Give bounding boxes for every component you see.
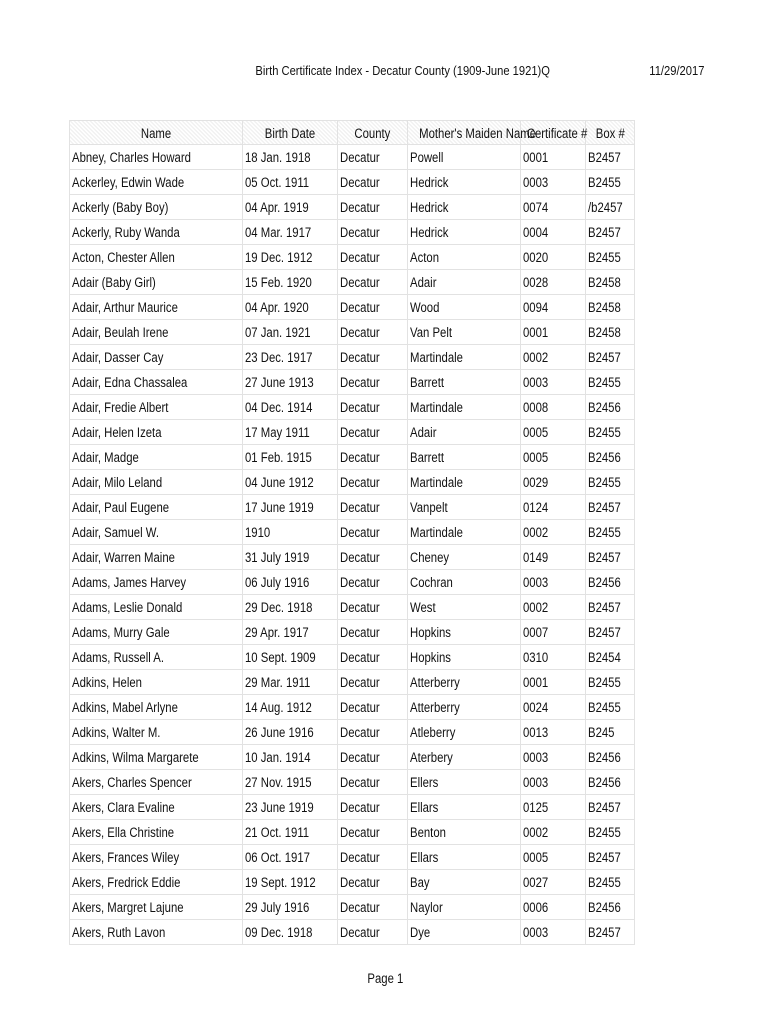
birth-date-cell: 29 Apr. 1917 [243, 620, 338, 644]
mothers-maiden-name-cell: Cochran [408, 570, 521, 594]
certificate-number-cell: 0149 [521, 545, 586, 569]
name-cell: Adair, Arthur Maurice [69, 295, 243, 319]
mothers-maiden-name-cell: Hedrick [408, 195, 521, 219]
certificate-number-cell: 0001 [521, 320, 586, 344]
birth-date-cell: 01 Feb. 1915 [243, 445, 338, 469]
box-number-cell: B2457 [586, 145, 635, 169]
birth-date-cell: 15 Feb. 1920 [243, 270, 338, 294]
certificate-number-cell: 0027 [521, 870, 586, 894]
birth-date-cell: 04 Dec. 1914 [243, 395, 338, 419]
table-row [69, 895, 635, 920]
birth-date-cell: 14 Aug. 1912 [243, 695, 338, 719]
certificate-number-cell: 0001 [521, 670, 586, 694]
name-cell: Adair (Baby Girl) [69, 270, 243, 294]
county-cell: Decatur [338, 770, 408, 794]
box-number-cell: B2457 [586, 595, 635, 619]
box-number-cell: /b2457 [586, 195, 635, 219]
box-number-cell: B2455 [586, 670, 635, 694]
box-number-cell: B245 [586, 720, 635, 744]
certificate-number-cell: 0310 [521, 645, 586, 669]
birth-date-cell: 26 June 1916 [243, 720, 338, 744]
certificate-number-cell: 0004 [521, 220, 586, 244]
box-number-cell: B2456 [586, 395, 635, 419]
name-cell: Adams, Leslie Donald [69, 595, 243, 619]
mothers-maiden-name-cell: Atleberry [408, 720, 521, 744]
birth-date-cell: 04 Apr. 1920 [243, 295, 338, 319]
box-number-cell: B2457 [586, 845, 635, 869]
table-row [69, 170, 635, 195]
name-cell: Ackerly (Baby Boy) [69, 195, 243, 219]
certificate-number-cell: 0013 [521, 720, 586, 744]
mothers-maiden-name-cell: Barrett [408, 445, 521, 469]
county-cell: Decatur [338, 270, 408, 294]
county-cell: Decatur [338, 495, 408, 519]
mothers-maiden-name-cell: Van Pelt [408, 320, 521, 344]
mothers-maiden-name-cell: Hedrick [408, 170, 521, 194]
birth-date-cell: 19 Sept. 1912 [243, 870, 338, 894]
county-cell: Decatur [338, 595, 408, 619]
birth-date-cell: 18 Jan. 1918 [243, 145, 338, 169]
box-number-cell: B2455 [586, 245, 635, 269]
mothers-maiden-name-cell: West [408, 595, 521, 619]
table-row [69, 370, 635, 395]
certificate-number-cell: 0005 [521, 445, 586, 469]
mothers-maiden-name-cell: Martindale [408, 345, 521, 369]
mothers-maiden-name-cell: Ellars [408, 845, 521, 869]
box-number-cell: B2455 [586, 695, 635, 719]
county-cell: Decatur [338, 445, 408, 469]
box-number-cell: B2455 [586, 870, 635, 894]
name-cell: Akers, Ruth Lavon [69, 920, 243, 944]
certificate-number-cell: 0094 [521, 295, 586, 319]
name-cell: Akers, Charles Spencer [69, 770, 243, 794]
county-cell: Decatur [338, 670, 408, 694]
certificate-number-cell: 0006 [521, 895, 586, 919]
birth-date-cell: 23 June 1919 [243, 795, 338, 819]
certificate-number-cell: 0002 [521, 820, 586, 844]
document-date: 11/29/2017 [649, 63, 705, 78]
certificate-number-cell: 0124 [521, 495, 586, 519]
mothers-maiden-name-cell: Powell [408, 145, 521, 169]
birth-date-cell: 06 Oct. 1917 [243, 845, 338, 869]
birth-date-cell: 27 Nov. 1915 [243, 770, 338, 794]
certificate-number-cell: 0007 [521, 620, 586, 644]
birth-date-cell: 07 Jan. 1921 [243, 320, 338, 344]
mothers-maiden-name-cell: Cheney [408, 545, 521, 569]
name-cell: Adair, Madge [69, 445, 243, 469]
table-row [69, 545, 635, 570]
table-row [69, 420, 635, 445]
birth-certificate-table [69, 120, 635, 945]
box-number-cell: B2455 [586, 170, 635, 194]
mothers-maiden-name-cell: Adair [408, 270, 521, 294]
table-row [69, 820, 635, 845]
name-cell: Abney, Charles Howard [69, 145, 243, 169]
name-cell: Adair, Paul Eugene [69, 495, 243, 519]
county-cell: Decatur [338, 720, 408, 744]
birth-date-cell: 19 Dec. 1912 [243, 245, 338, 269]
box-number-cell: B2458 [586, 295, 635, 319]
birth-date-cell: 1910 [243, 520, 338, 544]
county-cell: Decatur [338, 420, 408, 444]
box-number-cell: B2458 [586, 320, 635, 344]
table-row [69, 845, 635, 870]
county-cell: Decatur [338, 470, 408, 494]
county-cell: Decatur [338, 345, 408, 369]
mothers-maiden-name-cell: Dye [408, 920, 521, 944]
column-header-mothers-maiden-name: Mother's Maiden Name [408, 121, 521, 144]
certificate-number-cell: 0024 [521, 695, 586, 719]
box-number-cell: B2457 [586, 345, 635, 369]
table-row [69, 245, 635, 270]
county-cell: Decatur [338, 320, 408, 344]
table-row [69, 345, 635, 370]
certificate-number-cell: 0002 [521, 520, 586, 544]
mothers-maiden-name-cell: Martindale [408, 395, 521, 419]
county-cell: Decatur [338, 570, 408, 594]
name-cell: Akers, Clara Evaline [69, 795, 243, 819]
county-cell: Decatur [338, 145, 408, 169]
birth-date-cell: 29 Dec. 1918 [243, 595, 338, 619]
county-cell: Decatur [338, 895, 408, 919]
mothers-maiden-name-cell: Wood [408, 295, 521, 319]
table-body [69, 145, 635, 945]
name-cell: Adair, Warren Maine [69, 545, 243, 569]
box-number-cell: B2457 [586, 545, 635, 569]
table-row [69, 520, 635, 545]
table-row [69, 670, 635, 695]
county-cell: Decatur [338, 295, 408, 319]
certificate-number-cell: 0028 [521, 270, 586, 294]
table-row [69, 620, 635, 645]
certificate-number-cell: 0020 [521, 245, 586, 269]
box-number-cell: B2456 [586, 770, 635, 794]
mothers-maiden-name-cell: Bay [408, 870, 521, 894]
table-row [69, 295, 635, 320]
box-number-cell: B2457 [586, 920, 635, 944]
box-number-cell: B2457 [586, 620, 635, 644]
certificate-number-cell: 0005 [521, 845, 586, 869]
box-number-cell: B2457 [586, 220, 635, 244]
mothers-maiden-name-cell: Atterberry [408, 695, 521, 719]
birth-date-cell: 27 June 1913 [243, 370, 338, 394]
table-row [69, 195, 635, 220]
county-cell: Decatur [338, 745, 408, 769]
birth-date-cell: 06 July 1916 [243, 570, 338, 594]
mothers-maiden-name-cell: Barrett [408, 370, 521, 394]
birth-date-cell: 29 Mar. 1911 [243, 670, 338, 694]
name-cell: Adair, Edna Chassalea [69, 370, 243, 394]
table-row [69, 870, 635, 895]
box-number-cell: B2454 [586, 645, 635, 669]
certificate-number-cell: 0029 [521, 470, 586, 494]
table-row [69, 770, 635, 795]
name-cell: Adkins, Helen [69, 670, 243, 694]
box-number-cell: B2456 [586, 895, 635, 919]
name-cell: Adair, Beulah Irene [69, 320, 243, 344]
county-cell: Decatur [338, 845, 408, 869]
name-cell: Adams, Russell A. [69, 645, 243, 669]
box-number-cell: B2455 [586, 420, 635, 444]
name-cell: Akers, Frances Wiley [69, 845, 243, 869]
name-cell: Adair, Fredie Albert [69, 395, 243, 419]
mothers-maiden-name-cell: Ellers [408, 770, 521, 794]
name-cell: Adair, Dasser Cay [69, 345, 243, 369]
box-number-cell: B2456 [586, 445, 635, 469]
page-number: Page 1 [367, 971, 403, 986]
certificate-number-cell: 0008 [521, 395, 586, 419]
table-header-row [69, 120, 635, 145]
county-cell: Decatur [338, 220, 408, 244]
table-row [69, 220, 635, 245]
table-row [69, 395, 635, 420]
mothers-maiden-name-cell: Naylor [408, 895, 521, 919]
box-number-cell: B2455 [586, 470, 635, 494]
table-row [69, 720, 635, 745]
mothers-maiden-name-cell: Martindale [408, 470, 521, 494]
column-header-certificate-number: Certificate # [521, 121, 586, 144]
county-cell: Decatur [338, 820, 408, 844]
mothers-maiden-name-cell: Vanpelt [408, 495, 521, 519]
column-header-box-number: Box # [586, 121, 635, 144]
column-header-name: Name [69, 121, 243, 144]
birth-date-cell: 10 Sept. 1909 [243, 645, 338, 669]
mothers-maiden-name-cell: Atterberry [408, 670, 521, 694]
birth-date-cell: 29 July 1916 [243, 895, 338, 919]
certificate-number-cell: 0003 [521, 745, 586, 769]
name-cell: Akers, Ella Christine [69, 820, 243, 844]
certificate-number-cell: 0003 [521, 170, 586, 194]
column-header-birth-date: Birth Date [243, 121, 338, 144]
mothers-maiden-name-cell: Benton [408, 820, 521, 844]
certificate-number-cell: 0005 [521, 420, 586, 444]
mothers-maiden-name-cell: Martindale [408, 520, 521, 544]
certificate-number-cell: 0003 [521, 570, 586, 594]
birth-date-cell: 05 Oct. 1911 [243, 170, 338, 194]
mothers-maiden-name-cell: Acton [408, 245, 521, 269]
name-cell: Adair, Milo Leland [69, 470, 243, 494]
box-number-cell: B2455 [586, 820, 635, 844]
mothers-maiden-name-cell: Hopkins [408, 620, 521, 644]
county-cell: Decatur [338, 520, 408, 544]
name-cell: Acton, Chester Allen [69, 245, 243, 269]
mothers-maiden-name-cell: Hopkins [408, 645, 521, 669]
table-row [69, 270, 635, 295]
certificate-number-cell: 0125 [521, 795, 586, 819]
name-cell: Adkins, Mabel Arlyne [69, 695, 243, 719]
name-cell: Adair, Samuel W. [69, 520, 243, 544]
box-number-cell: B2458 [586, 270, 635, 294]
table-row [69, 920, 635, 945]
mothers-maiden-name-cell: Adair [408, 420, 521, 444]
county-cell: Decatur [338, 545, 408, 569]
name-cell: Adkins, Wilma Margarete [69, 745, 243, 769]
certificate-number-cell: 0002 [521, 345, 586, 369]
birth-date-cell: 21 Oct. 1911 [243, 820, 338, 844]
birth-date-cell: 23 Dec. 1917 [243, 345, 338, 369]
table-row [69, 645, 635, 670]
table-row [69, 495, 635, 520]
certificate-number-cell: 0003 [521, 920, 586, 944]
name-cell: Ackerly, Ruby Wanda [69, 220, 243, 244]
certificate-number-cell: 0001 [521, 145, 586, 169]
mothers-maiden-name-cell: Aterbery [408, 745, 521, 769]
county-cell: Decatur [338, 620, 408, 644]
county-cell: Decatur [338, 870, 408, 894]
table-row [69, 745, 635, 770]
page-footer [0, 971, 770, 986]
certificate-number-cell: 0074 [521, 195, 586, 219]
birth-date-cell: 04 Mar. 1917 [243, 220, 338, 244]
name-cell: Akers, Margret Lajune [69, 895, 243, 919]
table-row [69, 320, 635, 345]
name-cell: Adams, Murry Gale [69, 620, 243, 644]
county-cell: Decatur [338, 645, 408, 669]
name-cell: Adair, Helen Izeta [69, 420, 243, 444]
mothers-maiden-name-cell: Ellars [408, 795, 521, 819]
birth-date-cell: 10 Jan. 1914 [243, 745, 338, 769]
box-number-cell: B2457 [586, 795, 635, 819]
box-number-cell: B2456 [586, 745, 635, 769]
table-row [69, 795, 635, 820]
box-number-cell: B2455 [586, 370, 635, 394]
county-cell: Decatur [338, 245, 408, 269]
birth-date-cell: 04 June 1912 [243, 470, 338, 494]
name-cell: Adams, James Harvey [69, 570, 243, 594]
birth-date-cell: 31 July 1919 [243, 545, 338, 569]
birth-date-cell: 04 Apr. 1919 [243, 195, 338, 219]
county-cell: Decatur [338, 395, 408, 419]
column-header-county: County [338, 121, 408, 144]
box-number-cell: B2457 [586, 495, 635, 519]
name-cell: Adkins, Walter M. [69, 720, 243, 744]
county-cell: Decatur [338, 920, 408, 944]
county-cell: Decatur [338, 170, 408, 194]
table-row [69, 695, 635, 720]
certificate-number-cell: 0003 [521, 370, 586, 394]
table-row [69, 470, 635, 495]
table-row [69, 145, 635, 170]
name-cell: Akers, Fredrick Eddie [69, 870, 243, 894]
county-cell: Decatur [338, 795, 408, 819]
table-row [69, 595, 635, 620]
county-cell: Decatur [338, 195, 408, 219]
table-row [69, 445, 635, 470]
county-cell: Decatur [338, 695, 408, 719]
birth-date-cell: 17 May 1911 [243, 420, 338, 444]
box-number-cell: B2455 [586, 520, 635, 544]
certificate-number-cell: 0003 [521, 770, 586, 794]
birth-date-cell: 17 June 1919 [243, 495, 338, 519]
mothers-maiden-name-cell: Hedrick [408, 220, 521, 244]
name-cell: Ackerley, Edwin Wade [69, 170, 243, 194]
certificate-number-cell: 0002 [521, 595, 586, 619]
county-cell: Decatur [338, 370, 408, 394]
birth-date-cell: 09 Dec. 1918 [243, 920, 338, 944]
page-header [0, 63, 705, 83]
table-row [69, 570, 635, 595]
document-title: Birth Certificate Index - Decatur County (1909-June 1921)Q [255, 63, 550, 78]
box-number-cell: B2456 [586, 570, 635, 594]
